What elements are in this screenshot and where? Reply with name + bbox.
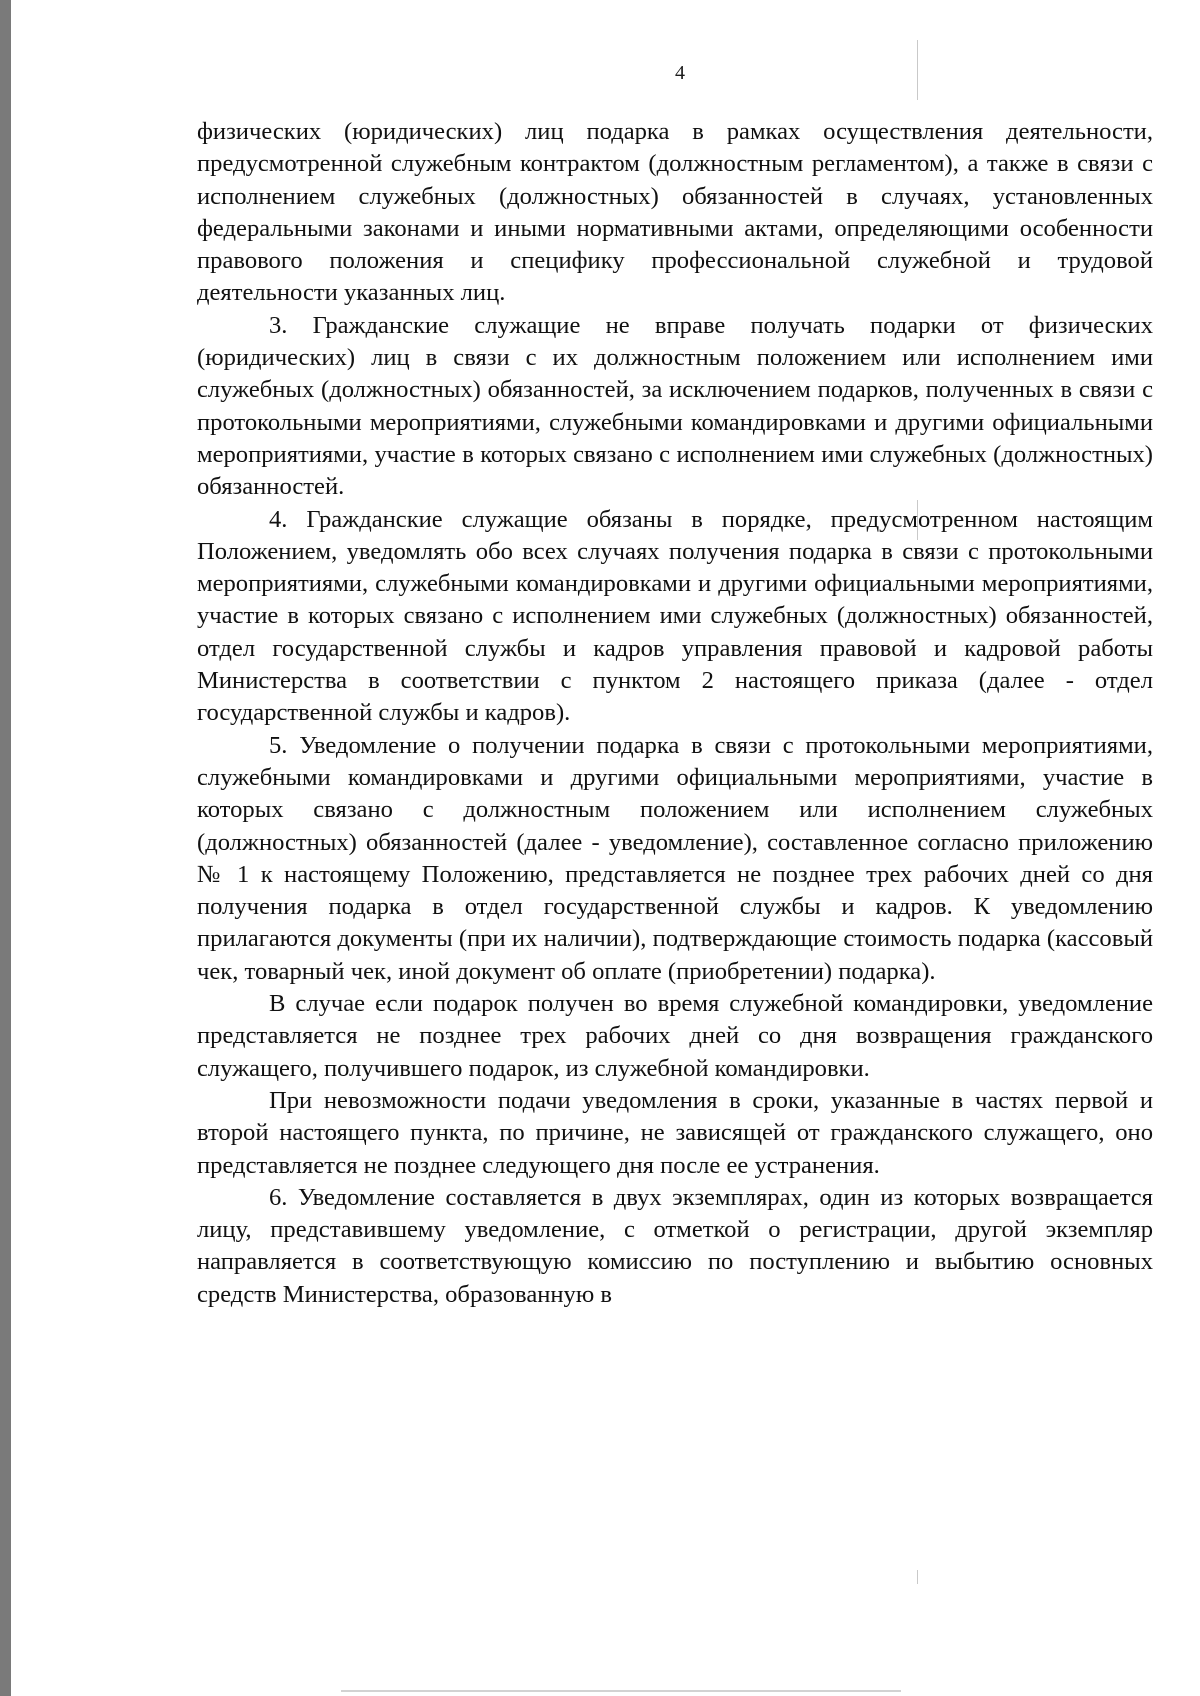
paragraph-item-3: 3. Гражданские служащие не вправе получать подарки от физических (юридических) лиц в связи с их должностным положением или исполнением ими служебных (должностных) обязанностей, за исключением подарков, полученных в связи с протокольными мероприятиями, служебными командировками и другими официальными мероприятиями, участие в которых связано с исполнением ими служебных (должностных) обязанностей. (197, 311, 1153, 501)
paragraph-item-6: 6. Уведомление составляется в двух экземплярах, один из которых возвращается лицу, представившему уведомление, с отметкой о регистрации, другой экземпляр направляется в соответствующую комиссию по поступлению и выбытию основных средств Министерства, образованную в (197, 1183, 1153, 1308)
paragraph-item-5: 5. Уведомление о получении подарка в связи с протокольными мероприятиями, служебными командировками и другими официальными мероприятиями, участие в которых связано с должностным положением или исполнением служебных (должностных) обязанностей (далее - уведомление), составленное согласно приложению № 1 к настоящему Положению, представляется не позднее трех рабочих дней со дня получения подарка в отдел государственной службы и кадров. К уведомлению прилагаются документы (при их наличии), подтверждающие стоимость подарка (кассовый чек, товарный чек, иной документ об оплате (приобретении) подарка). (197, 731, 1153, 985)
paragraph-item-4: 4. Гражданские служащие обязаны в порядке, предусмотренном настоящим Положением, уведомлять обо всех случаях получения подарка в связи с протокольными мероприятиями, служебными командировками и другими официальными мероприятиями, участие в которых связано с исполнением ими служебных (должностных) обязанностей, отдел государственной службы и кадров управления правовой и кадровой работы Министерства в соответствии с пунктом 2 настоящего приказа (далее - отдел государственной службы и кадров). (197, 505, 1153, 727)
scan-bottom-edge (341, 1690, 901, 1692)
paragraph-continuation: физических (юридических) лиц подарка в рамках осуществления деятельности, предусмотренной служебным контрактом (должностным регламентом), а также в связи с исполнением служебных (должностных) обязанностей в случаях, установленных федеральными законами и иными нормативными актами, определяющими особенности правового положения и специфику профессиональной служебной и трудовой деятельности указанных лиц. (197, 118, 1153, 307)
paragraph-item-5-part-2: В случае если подарок получен во время служебной командировки, уведомление представляется не позднее трех рабочих дней со дня возвращения гражданского служащего, получившего подарок, из служебной командировки. (197, 990, 1153, 1082)
document-page (11, 0, 1200, 1696)
page-number: 4 (675, 62, 685, 84)
scan-artifact-line (917, 1570, 918, 1584)
paragraph-item-5-part-3: При невозможности подачи уведомления в сроки, указанные в частях первой и второй настоящего пункта, по причине, не зависящей от гражданского служащего, оно представляется не позднее следующего дня после ее устранения. (197, 1086, 1153, 1179)
document-body (197, 116, 1153, 1311)
